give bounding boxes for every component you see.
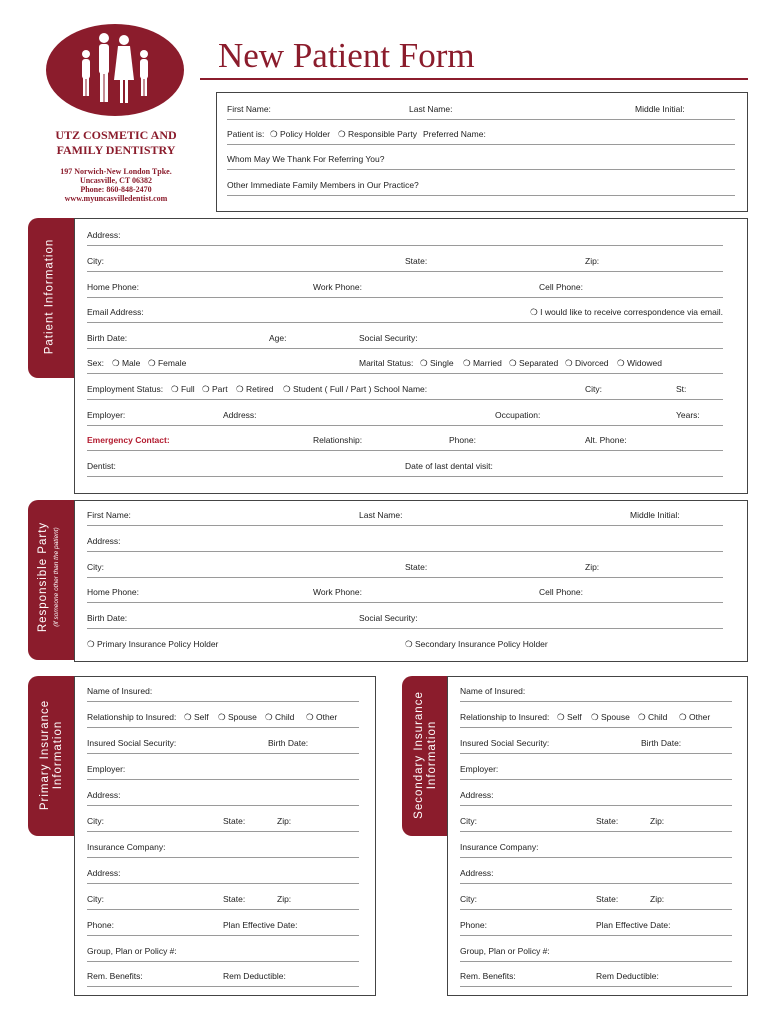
- pi-ssn-row[interactable]: [87, 737, 359, 754]
- referral-row[interactable]: [227, 153, 735, 170]
- pi-company-address-row[interactable]: [87, 867, 359, 884]
- email-row[interactable]: [87, 306, 723, 323]
- si-address-row[interactable]: [460, 789, 732, 806]
- policy-holder-radio[interactable]: ❍ Policy Holder: [270, 129, 331, 139]
- email-opt-in-checkbox[interactable]: ❍ I would like to receive correspondence via email.: [530, 307, 723, 317]
- single-radio[interactable]: ❍ Single: [420, 358, 454, 368]
- pi-company-city-label: City:: [87, 894, 104, 904]
- si-group-row[interactable]: [460, 945, 732, 962]
- si-self-radio[interactable]: ❍ Self: [557, 712, 582, 722]
- rp-work-phone-label: Work Phone:: [313, 587, 362, 597]
- pi-phone-row[interactable]: [87, 919, 359, 936]
- email-label: Email Address:: [87, 307, 144, 317]
- full-radio[interactable]: ❍ Full: [171, 384, 195, 394]
- practice-website[interactable]: www.myuncasvilledentist.com: [64, 194, 168, 203]
- student-radio[interactable]: ❍ Student ( Full / Part ) School Name:: [283, 384, 428, 394]
- si-employer-label: Employer:: [460, 764, 499, 774]
- first-name-label: First Name:: [227, 104, 271, 114]
- secondary-holder-checkbox[interactable]: ❍ Secondary Insurance Policy Holder: [405, 639, 548, 649]
- rp-state-label: State:: [405, 562, 428, 572]
- male-radio[interactable]: ❍ Male: [112, 358, 141, 368]
- birth-row[interactable]: [87, 332, 723, 349]
- city-row[interactable]: [87, 255, 723, 272]
- pi-city-row[interactable]: [87, 815, 359, 832]
- patient-basic-section: [216, 92, 748, 212]
- pi-child-radio[interactable]: ❍ Child: [265, 712, 295, 722]
- pi-company-city-row[interactable]: [87, 893, 359, 910]
- si-rem-benefits-label: Rem. Benefits:: [460, 971, 516, 981]
- practice-info: [30, 128, 202, 203]
- si-name-label: Name of Insured:: [460, 686, 526, 696]
- rp-zip-label: Zip:: [585, 562, 600, 572]
- rp-home-phone-label: Home Phone:: [87, 587, 139, 597]
- sex-label: Sex:: [87, 358, 105, 368]
- practice-phone: Phone: 860-848-2470: [80, 185, 152, 194]
- cell-phone-label: Cell Phone:: [539, 282, 583, 292]
- pi-name-label: Name of Insured:: [87, 686, 153, 696]
- responsible-party-title: Responsible Party: [37, 521, 49, 633]
- si-company-state-label: State:: [596, 894, 619, 904]
- si-rem-deductible-label: Rem Deductible:: [596, 971, 659, 981]
- pi-rem-row[interactable]: [87, 970, 359, 987]
- retired-radio[interactable]: ❍ Retired: [236, 384, 274, 394]
- pi-phone-label: Phone:: [87, 920, 114, 930]
- page-title: New Patient Form: [218, 36, 475, 75]
- employer-label: Employer:: [87, 410, 126, 420]
- first-name-row[interactable]: [227, 103, 735, 120]
- pi-state-label: State:: [223, 816, 246, 826]
- home-phone-label: Home Phone:: [87, 282, 139, 292]
- si-ssn-row[interactable]: [460, 737, 732, 754]
- dentist-label: Dentist:: [87, 461, 116, 471]
- si-plan-date-label: Plan Effective Date:: [596, 920, 671, 930]
- pi-city-label: City:: [87, 816, 104, 826]
- divorced-radio[interactable]: ❍ Divorced: [565, 358, 609, 368]
- dentist-row[interactable]: [87, 460, 723, 477]
- rp-ssn-label: Social Security:: [359, 613, 418, 623]
- pi-ssn-label: Insured Social Security:: [87, 738, 177, 748]
- si-group-label: Group, Plan or Policy #:: [460, 946, 550, 956]
- rp-cell-phone-label: Cell Phone:: [539, 587, 583, 597]
- secondary-tab-line-2: Information: [426, 720, 438, 790]
- primary-holder-checkbox[interactable]: ❍ Primary Insurance Policy Holder: [87, 639, 219, 649]
- rp-city-label: City:: [87, 562, 104, 572]
- primary-tab-line-2: Information: [52, 720, 64, 790]
- referral-label: Whom May We Thank For Referring You?: [227, 154, 385, 164]
- title-rule: [200, 78, 748, 80]
- pi-relationship-label: Relationship to Insured:: [87, 712, 177, 722]
- widowed-radio[interactable]: ❍ Widowed: [617, 358, 662, 368]
- responsible-party-radio[interactable]: ❍ Responsible Party: [338, 129, 417, 139]
- work-phone-label: Work Phone:: [313, 282, 362, 292]
- pi-address-label: Address:: [87, 790, 121, 800]
- pi-group-label: Group, Plan or Policy #:: [87, 946, 177, 956]
- si-relationship-row: [460, 711, 732, 728]
- employment-city-label: City:: [585, 384, 602, 394]
- rp-phones-row[interactable]: [87, 586, 723, 603]
- primary-tab-line-1: Primary Insurance: [39, 699, 51, 811]
- si-state-label: State:: [596, 816, 619, 826]
- pi-spouse-radio[interactable]: ❍ Spouse: [218, 712, 257, 722]
- pi-plan-date-label: Plan Effective Date:: [223, 920, 298, 930]
- si-spouse-radio[interactable]: ❍ Spouse: [591, 712, 630, 722]
- last-name-label: Last Name:: [409, 104, 453, 114]
- pi-other-radio[interactable]: ❍ Other: [306, 712, 338, 722]
- pi-relationship-row: [87, 711, 359, 728]
- si-birth-date-label: Birth Date:: [641, 738, 682, 748]
- practice-name-line-1: UTZ COSMETIC AND: [55, 128, 177, 142]
- si-company-address-row[interactable]: [460, 867, 732, 884]
- si-phone-label: Phone:: [460, 920, 487, 930]
- pi-company-zip-label: Zip:: [277, 894, 292, 904]
- emergency-contact-label: Emergency Contact:: [87, 435, 170, 445]
- rp-city-row[interactable]: [87, 561, 723, 578]
- si-company-zip-label: Zip:: [650, 894, 665, 904]
- patient-is-row: [227, 128, 735, 145]
- occupation-label: Occupation:: [495, 410, 541, 420]
- pi-birth-date-label: Birth Date:: [268, 738, 309, 748]
- rp-first-name-label: First Name:: [87, 510, 131, 520]
- pi-group-row[interactable]: [87, 945, 359, 962]
- practice-address-1: 197 Norwich-New London Tpke.: [60, 167, 172, 176]
- age-label: Age:: [269, 333, 287, 343]
- si-company-address-label: Address:: [460, 868, 494, 878]
- birth-date-label: Birth Date:: [87, 333, 128, 343]
- si-child-radio[interactable]: ❍ Child: [638, 712, 668, 722]
- si-company-row[interactable]: [460, 841, 732, 858]
- last-visit-label: Date of last dental visit:: [405, 461, 493, 471]
- emergency-row[interactable]: [87, 434, 723, 451]
- middle-initial-label: Middle Initial:: [635, 104, 685, 114]
- phones-row[interactable]: [87, 281, 723, 298]
- rp-last-name-label: Last Name:: [359, 510, 403, 520]
- responsible-party-tab-label: [37, 507, 63, 647]
- si-city-label: City:: [460, 816, 477, 826]
- primary-insurance-tab-label: [39, 685, 65, 825]
- rp-address-label: Address:: [87, 536, 121, 546]
- employment-row: [87, 383, 723, 400]
- years-label: Years:: [676, 410, 700, 420]
- married-radio[interactable]: ❍ Married: [463, 358, 502, 368]
- si-company-city-label: City:: [460, 894, 477, 904]
- pi-employer-row[interactable]: [87, 763, 359, 780]
- rp-name-row[interactable]: [87, 509, 723, 526]
- city-label: City:: [87, 256, 104, 266]
- pi-company-address-label: Address:: [87, 868, 121, 878]
- female-radio[interactable]: ❍ Female: [148, 358, 187, 368]
- si-rem-row[interactable]: [460, 970, 732, 987]
- employment-st-label: St:: [676, 384, 687, 394]
- family-row[interactable]: [227, 179, 735, 196]
- si-city-row[interactable]: [460, 815, 732, 832]
- practice-name-line-2: FAMILY DENTISTRY: [56, 143, 176, 157]
- zip-label: Zip:: [585, 256, 600, 266]
- pi-company-label: Insurance Company:: [87, 842, 166, 852]
- si-relationship-label: Relationship to Insured:: [460, 712, 550, 722]
- separated-radio[interactable]: ❍ Separated: [509, 358, 559, 368]
- rp-birth-date-label: Birth Date:: [87, 613, 128, 623]
- patient-info-section: [74, 218, 748, 494]
- rp-holder-row: [87, 638, 723, 654]
- si-company-city-row[interactable]: [460, 893, 732, 910]
- patient-info-tab-label: Patient Information: [43, 238, 56, 355]
- pi-company-state-label: State:: [223, 894, 246, 904]
- state-label: State:: [405, 256, 428, 266]
- secondary-insurance-section: [447, 676, 748, 996]
- rp-address-row[interactable]: [87, 535, 723, 552]
- si-name-row[interactable]: [460, 685, 732, 702]
- patient-is-label: Patient is:: [227, 129, 265, 139]
- relationship-label: Relationship:: [313, 435, 363, 445]
- si-address-label: Address:: [460, 790, 494, 800]
- rp-middle-initial-label: Middle Initial:: [630, 510, 680, 520]
- address-row[interactable]: [87, 229, 723, 246]
- employer-row[interactable]: [87, 409, 723, 426]
- pi-zip-label: Zip:: [277, 816, 292, 826]
- emergency-phone-label: Phone:: [449, 435, 476, 445]
- alt-phone-label: Alt. Phone:: [585, 435, 627, 445]
- pi-self-radio[interactable]: ❍ Self: [184, 712, 209, 722]
- address-label: Address:: [87, 230, 121, 240]
- si-ssn-label: Insured Social Security:: [460, 738, 550, 748]
- pi-employer-label: Employer:: [87, 764, 126, 774]
- part-radio[interactable]: ❍ Part: [202, 384, 228, 394]
- pi-rem-benefits-label: Rem. Benefits:: [87, 971, 143, 981]
- responsible-party-subtitle: (if someone other than the patient): [53, 527, 60, 627]
- responsible-party-section: [74, 500, 748, 662]
- pi-rem-deductible-label: Rem Deductible:: [223, 971, 286, 981]
- secondary-tab-line-1: Secondary Insurance: [413, 691, 425, 819]
- si-phone-row[interactable]: [460, 919, 732, 936]
- employment-status-label: Employment Status:: [87, 384, 164, 394]
- ssn-label: Social Security:: [359, 333, 418, 343]
- sex-marital-row: [87, 357, 723, 374]
- practice-logo: [46, 24, 184, 116]
- si-employer-row[interactable]: [460, 763, 732, 780]
- si-company-label: Insurance Company:: [460, 842, 539, 852]
- primary-insurance-section: [74, 676, 376, 996]
- pi-address-row[interactable]: [87, 789, 359, 806]
- marital-status-label: Marital Status:: [359, 358, 414, 368]
- family-label: Other Immediate Family Members in Our Practice?: [227, 180, 419, 190]
- rp-birth-row[interactable]: [87, 612, 723, 629]
- pi-company-row[interactable]: [87, 841, 359, 858]
- si-other-radio[interactable]: ❍ Other: [679, 712, 711, 722]
- practice-address-2: Uncasville, CT 06382: [79, 176, 153, 185]
- family-silhouette-icon: [46, 24, 184, 116]
- employer-address-label: Address:: [223, 410, 257, 420]
- pi-name-row[interactable]: [87, 685, 359, 702]
- secondary-insurance-tab-label: [413, 685, 439, 825]
- preferred-name-label: Preferred Name:: [423, 129, 486, 139]
- si-zip-label: Zip:: [650, 816, 665, 826]
